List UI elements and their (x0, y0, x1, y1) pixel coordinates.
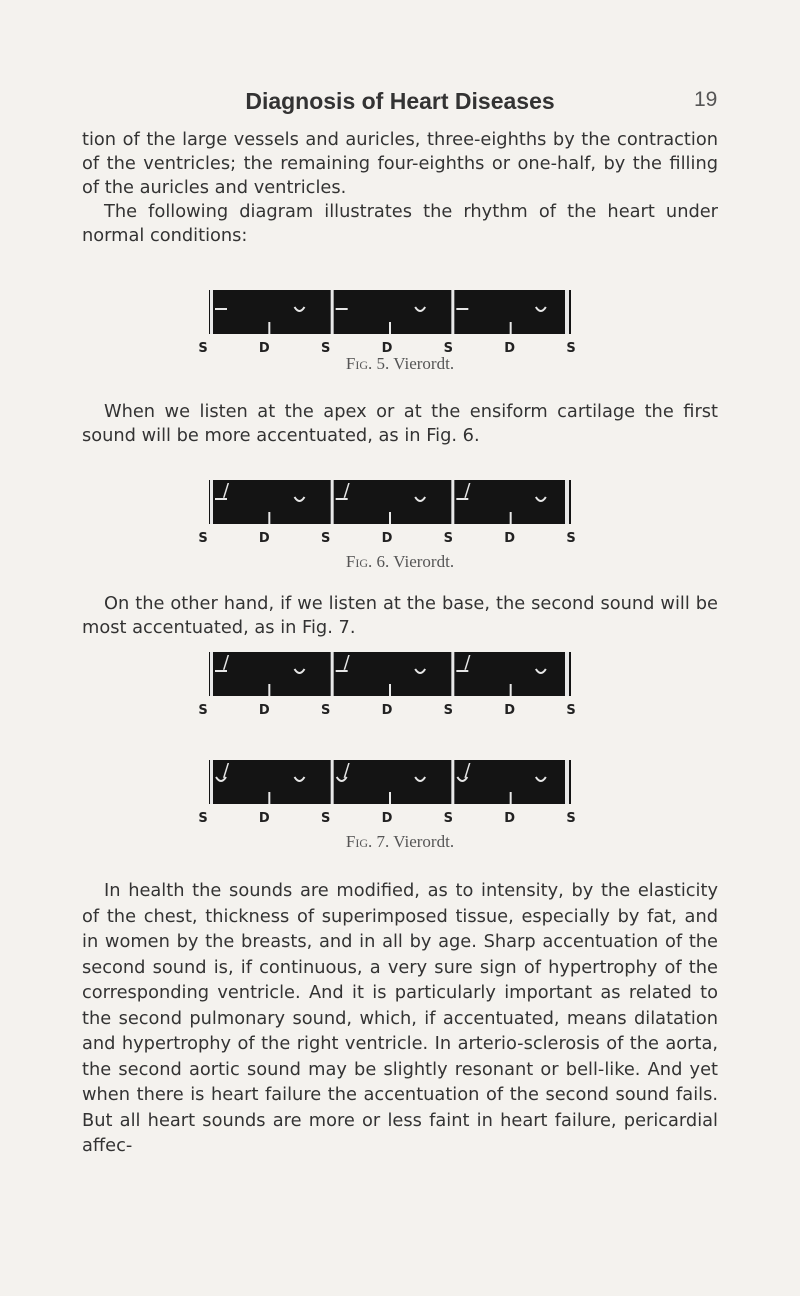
figure-6-number: Fig. 6. (345, 552, 390, 571)
fig7-row2-phase-letter: S (198, 811, 208, 826)
fig6-systole-line (210, 480, 213, 524)
fig6-phase-letter: D (381, 531, 393, 546)
fig7-row2-boundary-tick (389, 792, 391, 804)
fig5-dash-mark (215, 308, 227, 310)
fig7-row2-accent-mark: / (223, 760, 230, 781)
fig7-row2-boundary-tick (510, 792, 512, 804)
fig7-row1-boundary-tick (268, 684, 270, 696)
fig7-row1-boundary-tick (389, 684, 391, 696)
figure-7-number: Fig. 7. (345, 832, 390, 851)
fig7-row2-phase-letter: D (504, 811, 516, 826)
fig5-systole-line (210, 290, 213, 334)
paragraph-4: On the other hand, if we listen at the base, the second sound will be most accentuated, as in Fig. 7. (82, 593, 718, 638)
fig6-accent-mark: / (223, 480, 230, 501)
fig7-row2-systole-line (331, 760, 334, 804)
fig7-row2-phase-letter: S (320, 811, 331, 826)
running-title: Diagnosis of Heart Diseases (245, 88, 555, 114)
fig6-phase-letter: S (198, 531, 208, 546)
fig7-row1-end-line (565, 652, 569, 696)
fig7-row2-phase-letter: D (381, 811, 393, 826)
fig6-accent-mark: / (464, 480, 471, 501)
fig7-row2-phase-letter: D (258, 811, 270, 826)
fig6-phase-letter: S (443, 531, 454, 546)
figure-5-diagram (195, 286, 585, 358)
figure-5-caption (0, 354, 800, 374)
fig7-row2-end-line (565, 760, 569, 804)
fig5-phase-letter: D (504, 341, 516, 356)
fig6-end-line (565, 480, 569, 524)
fig7-row2-systole-line (451, 760, 454, 804)
fig5-systole-line (451, 290, 454, 334)
fig5-dash-mark (336, 308, 348, 310)
paragraph-2: The following diagram illustrates the rhythm of the heart under normal conditions: (82, 201, 718, 246)
fig7-row2-systole-line (210, 760, 213, 804)
figure-5-author: Vierordt. (393, 354, 455, 373)
figure-6-caption (0, 552, 800, 572)
fig5-systole-line (331, 290, 334, 334)
fig6-phase-letter: D (504, 531, 516, 546)
figure-6-diagram (195, 476, 585, 548)
fig7-row1-accent-mark: / (223, 652, 230, 673)
figure-6-author: Vierordt. (393, 552, 455, 571)
fig6-boundary-tick (268, 512, 270, 524)
figure-7-diagram-row-2 (195, 756, 585, 828)
fig7-row1-phase-letter: S (320, 703, 331, 718)
fig5-phase-letter: S (566, 341, 576, 356)
fig7-row1-phase-letter: S (566, 703, 576, 718)
fig6-phase-letter: S (566, 531, 576, 546)
figure-7-diagram-row-1 (195, 648, 585, 720)
fig7-row2-phase-letter: S (443, 811, 454, 826)
fig5-dash-mark (456, 308, 468, 310)
fig5-boundary-tick (510, 322, 512, 334)
fig6-phase-letter: S (320, 531, 331, 546)
fig7-row1-systole-line (210, 652, 213, 696)
fig5-boundary-tick (389, 322, 391, 334)
fig7-row1-phase-letter: D (381, 703, 393, 718)
fig6-systole-line (451, 480, 454, 524)
fig6-accent-mark: / (343, 480, 350, 501)
figure-7-author: Vierordt. (393, 832, 455, 851)
running-header (0, 88, 800, 118)
fig7-row1-accent-mark: / (343, 652, 350, 673)
figure-7-caption (0, 832, 800, 852)
paragraph-1: tion of the large vessels and auricles, three-eighths by the contraction of the ventricles; the remaining four-eighths or one-half, by the filling of the auricles and ventricles. (82, 129, 718, 198)
fig5-phase-letter: D (258, 341, 270, 356)
fig5-phase-letter: S (320, 341, 331, 356)
fig7-row1-boundary-tick (510, 684, 512, 696)
fig7-row2-phase-letter: S (566, 811, 576, 826)
fig7-row1-systole-line (451, 652, 454, 696)
fig7-row1-phase-letter: S (443, 703, 454, 718)
fig7-row1-accent-mark: / (464, 652, 471, 673)
fig5-boundary-tick (268, 322, 270, 334)
paragraph-5: In health the sounds are modified, as to intensity, by the elasticity of the chest, thickness of superimposed tissue, especially by fat, and in women by the breasts, and in all by age. Sharp accentuation of the second sound is, if continuous, a very sure sign of hypertrophy of the corresponding ventricle. And it is particularly important as related to the second pulmonary sound, which, if accentuated, means dilatation and hypertrophy of the right ventricle. In arterio-sclerosis of the aorta, the second aortic sound may be slightly resonant or bell-like. And yet when there is heart failure the accentuation of the second sound fails. But all heart sounds are more or less faint in heart failure, pericardial affec- (82, 880, 718, 1156)
fig6-phase-letter: D (258, 531, 270, 546)
fig5-phase-letter: D (381, 341, 393, 356)
fig5-phase-letter: S (443, 341, 454, 356)
fig7-row1-systole-line (331, 652, 334, 696)
fig7-row1-phase-letter: S (198, 703, 208, 718)
fig7-row2-accent-mark: / (464, 760, 471, 781)
fig7-row2-accent-mark: / (343, 760, 350, 781)
fig6-systole-line (331, 480, 334, 524)
fig6-boundary-tick (389, 512, 391, 524)
paragraph-3: When we listen at the apex or at the ensiform cartilage the first sound will be more accentuated, as in Fig. 6. (82, 401, 718, 446)
fig5-end-line (565, 290, 569, 334)
fig6-boundary-tick (510, 512, 512, 524)
fig5-phase-letter: S (198, 341, 208, 356)
fig7-row2-boundary-tick (268, 792, 270, 804)
fig7-row1-phase-letter: D (504, 703, 516, 718)
page-number: 19 (694, 88, 718, 111)
figure-5-number: Fig. 5. (345, 354, 390, 373)
fig7-row1-phase-letter: D (258, 703, 270, 718)
